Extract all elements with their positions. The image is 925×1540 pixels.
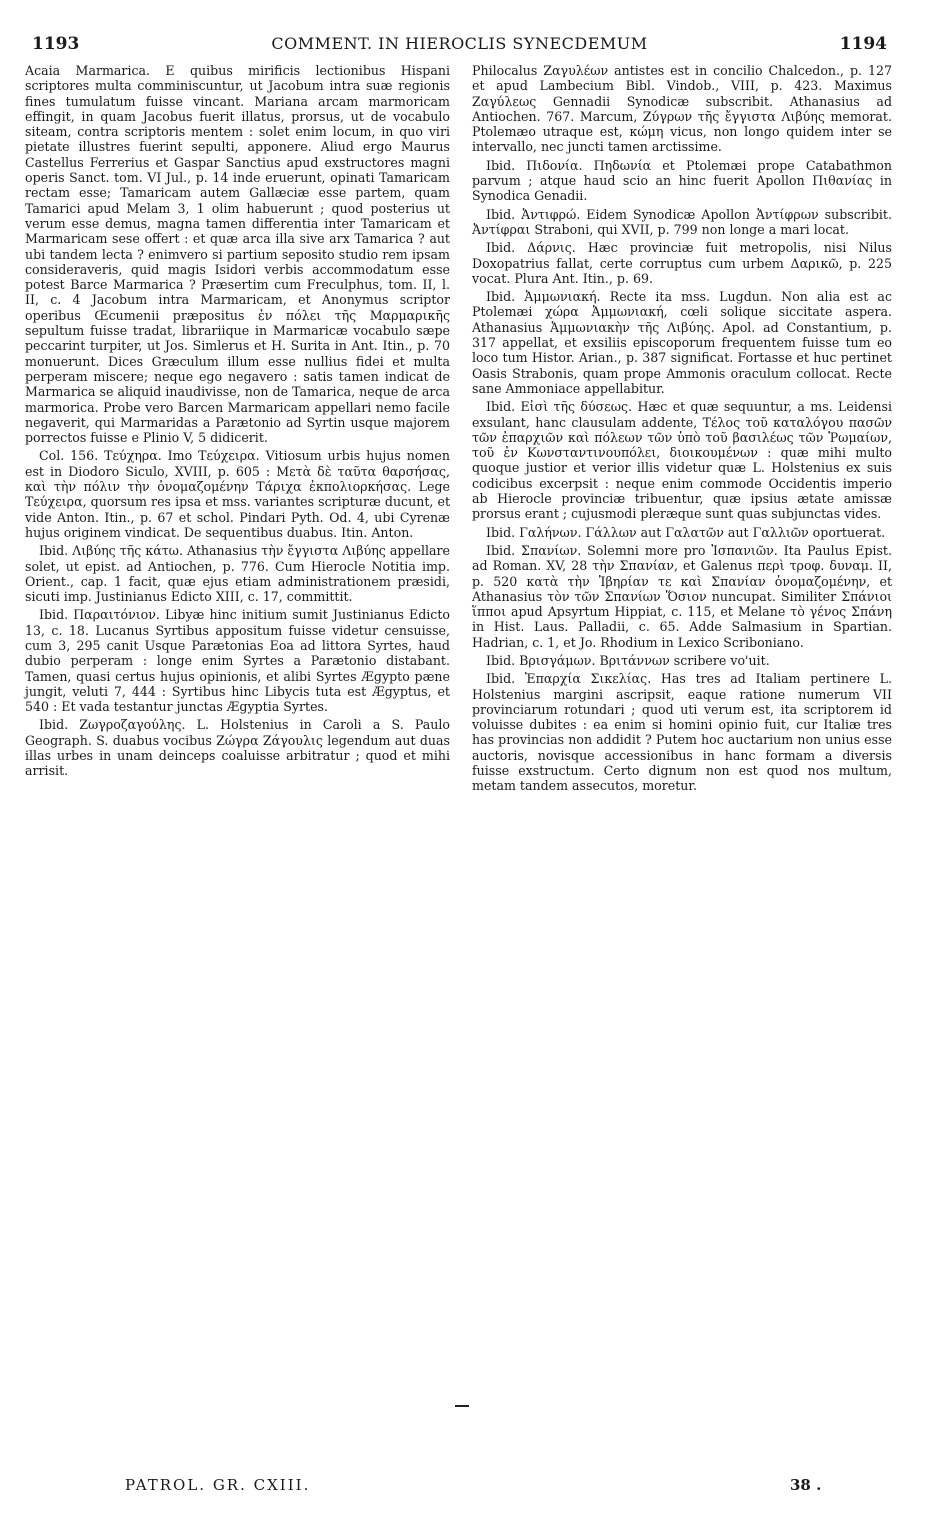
paragraph-sicilia: Ibid. Ἐπαρχία Σικελίας. Has tres ad Italiam pertinere L. Holstenius margini ascripsit, eaque ratione numerum VII provinciarum rotundari ; quod uti verum est, ita scriptorem id voluisse dubites : ea enim si homini opinio fuit, cur Italiæ tres has provincias non addidit ? Putem hoc auctarium non unius esse auctoris, novisque accessionibus in hanc formam a diversis fuisse exstructum. Certo dignum non est quod nos multum, metam tandem assecutos, moretur. xyxy=(472,671,892,794)
paragraph-paraetonium: Ibid. Παραιτόνιον. Libyæ hinc initium sumit Justinianus Edicto 13, c. 18. Lucanus Syrtibus appositum fuisse videtur censuisse, cum 3, 295 canit Usque Parætonias Eoa ad littora Syrtes, haud dubio perperam : longe enim Syrtes a Parætonio distabant. Tamen, quasi certus hujus opinionis, et alibi Syrtes Ægypto pæne jungit, veluti 7, 444 : Syrtibus hinc Libycis tuta est Ægyptus, et 540 : Et vada testantur junctas Ægyptia Syrtes. xyxy=(25,607,450,715)
paragraph-libyes: Ibid. Λιβύης τῆς κάτω. Athanasius τὴν ἔγγιστα Λιβύης appellare solet, ut epist. ad Antiochen, p. 776. Cum Hierocle Notitia imp. Orient., cap. 1 facit, quæ ejus etiam administrationem præsidi, sicuti imp. Justinianus Edicto XIII, c. 17, committit. xyxy=(25,543,450,605)
page-footer xyxy=(0,1476,925,1498)
paragraph-galenon: Ibid. Γαλήνων. Γάλλων aut Γαλατῶν aut Γαλλιῶν oportuerat. xyxy=(486,524,886,540)
left-column-number: 1193 xyxy=(32,34,80,54)
paragraph-brisgamon: Ibid. Βρισγάμων. Βριτάννων scribere vo'uit. xyxy=(486,652,770,668)
paragraph-darnis: Ibid. Δάρνις. Hæc provinciæ fuit metropolis, nisi Nilus Doxopatrius fallat, certe corruptus cum urbem Δαρικῶ, p. 225 vocat. Plura Ant. Itin., p. 69. xyxy=(472,240,892,286)
paragraph-eisi-dyseos: Ibid. Εἰσὶ τῆς δύσεως. Hæc et quæ sequuntur, a ms. Leidensi exsulant, hanc clausulam addente, Τέλος τοῦ καταλόγου πασῶν τῶν ἐπαρχιῶν καὶ πόλεων τῶν ὑπὸ τοῦ βασιλέως τῶν Ῥωμαίων, τοῦ ἐν Κωνσταντινουπόλει, διοικουμένων : quæ mihi multo quoque justior et verior illis videtur quæ L. Holstenius ex suis codicibus excerpsit : neque enim commode Occidentis imperio ab Hierocle provinciæ tribuentur, quæ ipsius ætate amissæ prorsus erant ; cujusmodi pleræque sunt quas subjunctas vides. xyxy=(472,399,892,522)
sheet-number: 38 . xyxy=(790,1476,822,1494)
page-header xyxy=(32,34,887,58)
paragraph-spanion: Ibid. Σπανίων. Solemni more pro Ἰσπανιῶν. Ita Paulus Epist. ad Roman. XV, 28 τὴν Σπανίαν, et Galenus περὶ τροφ. δυναμ. II, p. 520 κατὰ τὴν Ἰβηρίαν τε καὶ Σπανίαν ὀνομαζομένην, et Athanasius τὸν τῶν Σπανίων Ὅσιον nuncupat. Similiter Σπάνιοι ἵπποι apud Apsyrtum Hippiat, c. 115, et Melane τὸ γένος Σπάνη in Hist. Laus. Palladii, c. 65. Adde Salmasium in Spartian. Hadrian, c. 1, et Jo. Rhodium in Lexico Scriboniano. xyxy=(472,542,892,650)
paragraph-ammoniace: Ibid. Ἀμμωνιακή. Recte ita mss. Lugdun. Non alia est ac Ptolemæi χώρα Ἀμμωνιακή, cœli solique siccitate aspera. Athanasius Ἀμμωνιακὴν τῆς Λιβύης. Apol. ad Constantium, p. 317 appellat, et exsiliis episcoporum frequentem fuisse tum eo loco tum Histor. Arian., p. 387 significat. Fortasse et huc pertinet Oasis Strabonis, quam prope Ammonis oraculum collocat. Recte sane Ammoniace appellabitur. xyxy=(472,289,892,396)
paragraph-pidonia: Ibid. Πιδονία. Πηδωνία et Ptolemæi prope Catabathmon parvum ; atque haud scio an hinc fuerit Apollon Πιθανίας in Synodica Genadii. xyxy=(472,157,892,204)
running-title: COMMENT. IN HIEROCLIS SYNECDEMUM xyxy=(271,34,648,53)
paragraph-zograzagules: Ibid. Ζωγροζαγούλης. L. Holstenius in Caroli a S. Paulo Geograph. S. duabus vocibus Ζώγρα Ζάγουλις legendum aut duas illas urbes in unam deinceps coaluisse arbitratur ; quod et mihi arrisit. xyxy=(25,717,450,779)
paragraph-teuchira: Col. 156. Τεύχηρα. Imo Τεύχειρα. Vitiosum urbis hujus nomen est in Diodoro Siculo, XVIII, p. 605 : Μετὰ δὲ ταῦτα θαρσήσας, καὶ τὴν πόλιν τὴν ὀνομαζομένην Τάριχα ἐκπολιορκήσας. Lege Τεύχειρα, quorsum res ipsa et mss. variantes scripturæ ducunt, et vide Anton. Itin., p. 67 et schol. Pindari Pyth. Od. 4, ubi Cyrenæ hujus originem vindicat. De sequentibus duabus. Itin. Anton. xyxy=(25,448,450,540)
paragraph-acaia: Acaia Marmarica. E quibus mirificis lectionibus Hispani scriptores multa comminiscuntur, ut Jacobum intra suæ regionis fines tumulatum fuisse vincant. Mariana arcam marmoricam effingit, in quam Jacobus fuerit illatus, prorsus, ut de vocabulo siteam, contra scriptoris mentem : solet enim locum, in quo viri pietate illustres fuerint sepulti, apponere. Aliud ergo Maurus Castellus Ferrerius et Gaspar Sanctius apud exstructores magni operis Sanct. tom. VI Jul., p. 14 inde eruerunt, opinati Tamaricam rectam esse; Tamaricam autem Gallæciæ esse partem, quam Tamarici apud Melam 3, 1 olim habuerunt ; quod posterius ut verum esse demus, magna tamen differentia inter Tamaricam et Marmaricam sese offert : et quæ arca illa sive arx Tamarica ? aut ubi tandem lecta ? enimvero si partium seposito studio rem ipsam consideraveris, quid magis Isidori verbis accommodatum esse potest Barce Marmarica ? Præsertim cum Freculphus, tom. II, l. II, c. 4 Jacobum intra Marmaricam, et Anonymus scriptor operibus Œcumenii præpositus ἐν πόλει τῆς Μαρμαρικῆς sepultum fuisse tradat, librariique in Marmaricæ vocabulo sæpe peccarint turpiter, ut Jos. Simlerus et H. Surita in Ant. Itin., p. 70 monuerunt. Dices Græculum illum esse nullius fidei et multa perperam miscere; neque ego negavero : satis tamen indicat de Marmarica se aliquid inaudivisse, non de Tamarica, neque de arca marmorica. Probe vero Barcen Marmaricam appellari nemo facile negaverit, qui Marmaridas a Parætonio ad Syrtin usque majorem porrectos fuisse e Plinio V, 5 didicerit. xyxy=(25,63,450,446)
right-column xyxy=(472,63,892,797)
paragraph-philocalus: Philocalus Ζαγυλέων antistes est in concilio Chalcedon., p. 127 et apud Lambecium Bibl. Vindob., VIII, p. 423. Maximus Ζαγύλεως Gennadii Synodicæ subscribit. Athanasius ad Antiochen. 767. Marcum, Ζύγρων τῆς ἔγγιστα Λιβύης memorat. Ptolemæo utraque est, κώμη vicus, non longo quidem inter se intervallo, nec juncti tamen arctissime. xyxy=(472,63,892,155)
volume-signature: PATROL. GR. CXIII. xyxy=(125,1476,311,1494)
paragraph-antiphro: Ibid. Ἀντιφρώ. Eidem Synodicæ Apollon Ἀντίφρων subscribit. Ἀντίφραι Straboni, qui XVII, p. 799 non longe a mari locat. xyxy=(472,206,892,237)
end-dash-divider xyxy=(455,1405,469,1407)
left-column xyxy=(25,63,450,782)
right-column-number: 1194 xyxy=(839,34,887,54)
